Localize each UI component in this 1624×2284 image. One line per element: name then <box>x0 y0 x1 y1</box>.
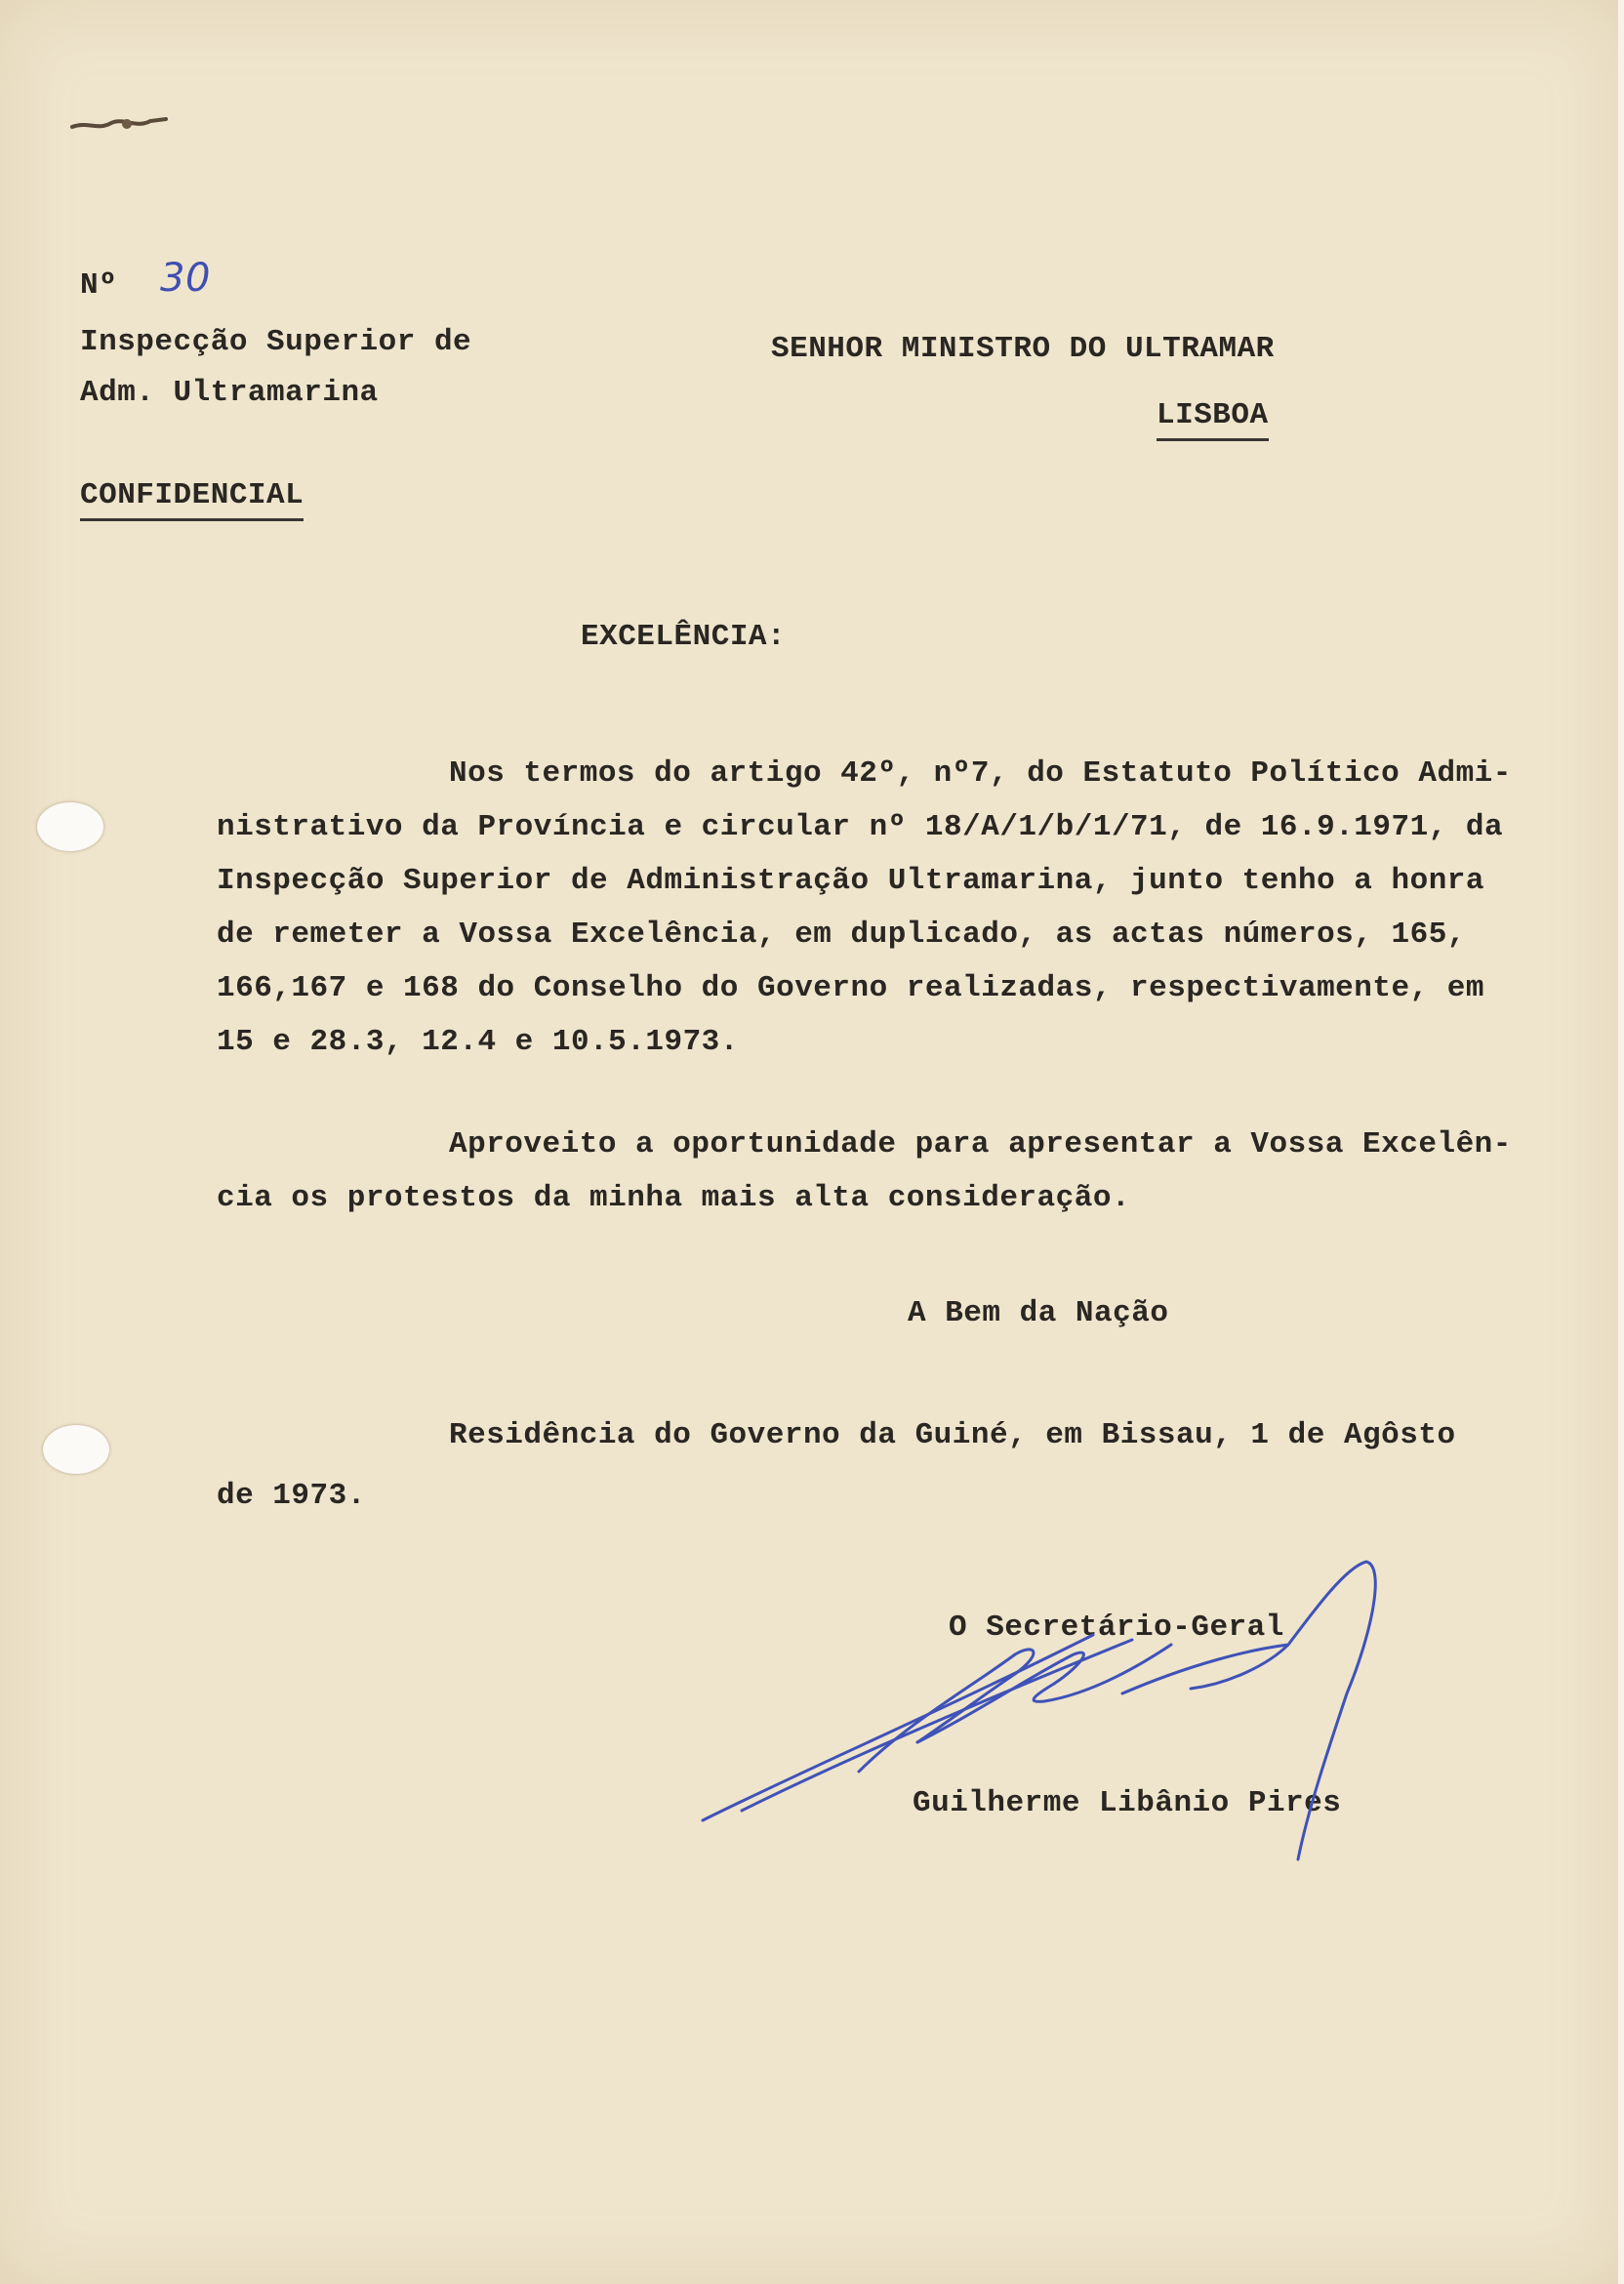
handwritten-number: 30 <box>160 256 211 301</box>
signer-name: Guilherme Libânio Pires <box>913 1786 1342 1820</box>
sender-line-2: Adm. Ultramarina <box>80 376 379 410</box>
place-date-line: de 1973. <box>217 1479 366 1513</box>
body-line: nistrativo da Província e circular nº 18/A/1/b/1/71, de 16.9.1971, da <box>217 810 1504 844</box>
salutation: EXCELÊNCIA: <box>581 620 787 654</box>
body-line: Aproveito a oportunidade para apresentar a Vossa Excelên- <box>449 1127 1512 1162</box>
body-line: 15 e 28.3, 12.4 e 10.5.1973. <box>217 1025 739 1059</box>
body-line: Nos termos do artigo 42º, nº7, do Estatuto Político Admi- <box>449 756 1512 791</box>
body-line: 166,167 e 168 do Conselho do Governo realizadas, respectivamente, em <box>217 971 1485 1005</box>
classification-stamp: CONFIDENCIAL <box>80 478 304 521</box>
ink-smudge <box>68 109 176 139</box>
addressee-city: LISBOA <box>1157 398 1269 441</box>
body-line: de remeter a Vossa Excelência, em duplicado, as actas números, 165, <box>217 918 1466 952</box>
body-line: cia os protestos da minha mais alta consideração. <box>217 1181 1131 1215</box>
punch-hole-bottom <box>43 1425 109 1474</box>
place-date-line: Residência do Governo da Guiné, em Bissau, 1 de Agôsto <box>449 1418 1456 1452</box>
sender-line-1: Inspecção Superior de <box>80 325 472 359</box>
signer-title: O Secretário-Geral <box>949 1611 1284 1645</box>
page-edge <box>1618 0 1624 2284</box>
addressee-line-1: SENHOR MINISTRO DO ULTRAMAR <box>771 332 1275 366</box>
body-line: Inspecção Superior de Administração Ultramarina, junto tenho a honra <box>217 864 1485 898</box>
handwritten-signature <box>683 1547 1386 1898</box>
punch-hole-top <box>37 802 103 851</box>
closing-formula: A Bem da Nação <box>908 1296 1169 1330</box>
number-label: Nº <box>80 268 118 303</box>
